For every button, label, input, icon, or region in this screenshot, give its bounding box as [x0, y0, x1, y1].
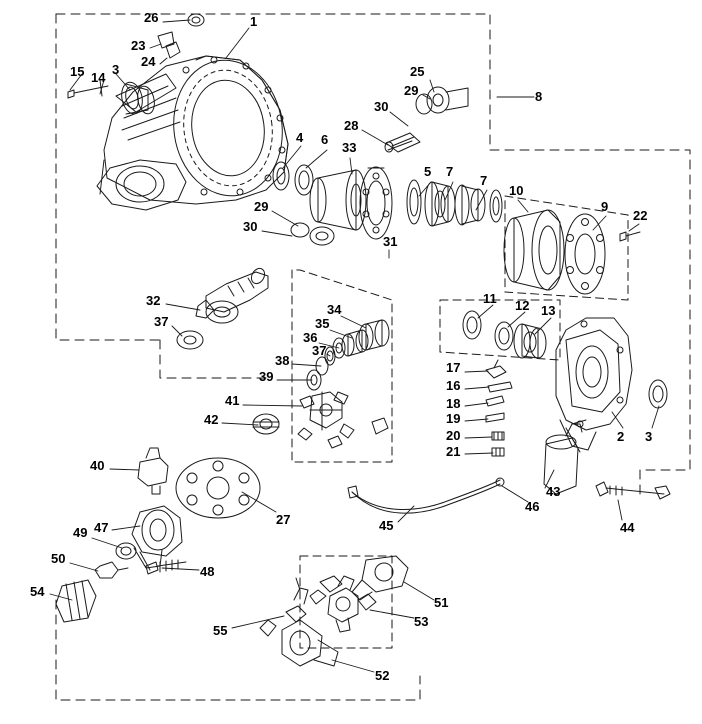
part-13-bearing	[514, 324, 546, 358]
callout-12: 12	[515, 298, 530, 313]
group-frame-lower	[56, 470, 640, 700]
callout-6: 6	[321, 132, 329, 147]
callout-14: 14	[91, 70, 106, 85]
callout-17: 17	[446, 360, 461, 375]
part-16-lever	[488, 382, 512, 392]
callout-3b: 3	[645, 429, 653, 444]
part-34-collar	[359, 320, 389, 350]
part-19-pin	[486, 413, 504, 422]
callout-29b: 29	[254, 199, 269, 214]
callout-46: 46	[525, 499, 540, 514]
callout-41: 41	[225, 393, 240, 408]
part-31-ring-gear	[360, 167, 392, 239]
callout-20: 20	[446, 428, 461, 443]
callout-22: 22	[633, 208, 648, 223]
part-9-flange	[565, 214, 605, 294]
callout-26: 26	[144, 10, 159, 25]
part-47-yoke	[132, 506, 182, 570]
callout-18: 18	[446, 396, 461, 411]
part-3b-seal	[649, 380, 667, 408]
part-27-cover-plate	[176, 458, 260, 518]
part-49-washer	[116, 543, 136, 559]
callout-40: 40	[90, 458, 105, 473]
callout-42: 42	[204, 412, 219, 427]
part-50-nut	[95, 562, 128, 578]
part-30-25-29-washers	[416, 87, 468, 114]
part-7b-bearing	[455, 185, 485, 225]
callout-28: 28	[344, 118, 359, 133]
callout-44: 44	[620, 520, 635, 535]
callout-7: 7	[446, 164, 454, 179]
part-37-washer	[177, 301, 238, 349]
callout-48: 48	[200, 564, 215, 579]
callout-16: 16	[446, 378, 461, 393]
callout-51: 51	[434, 595, 449, 610]
callout-15: 15	[70, 64, 85, 79]
group-frame-ujoint	[300, 556, 392, 648]
callout-39: 39	[259, 369, 274, 384]
group-frame-main	[56, 14, 690, 470]
callout-21: 21	[446, 444, 461, 459]
callout-32: 32	[146, 293, 161, 308]
callout-8: 8	[535, 89, 543, 104]
part-41-spider-assembly	[298, 392, 388, 448]
part-12-bearing	[495, 322, 513, 350]
part-54-boot	[56, 580, 96, 622]
callout-53: 53	[414, 614, 429, 629]
callout-45: 45	[379, 518, 394, 533]
part-18-pin	[486, 396, 504, 406]
callout-36: 36	[303, 330, 318, 345]
part-55-cross	[286, 576, 342, 622]
callout-23: 23	[131, 38, 146, 53]
callout-27: 27	[276, 512, 291, 527]
callout-5: 5	[424, 164, 432, 179]
part-11-seal	[463, 311, 481, 339]
callout-25: 25	[410, 64, 425, 79]
callout-33: 33	[342, 140, 357, 155]
callout-47: 47	[94, 520, 109, 535]
callout-37b: 37	[312, 343, 327, 358]
callout-7b: 7	[480, 173, 488, 188]
part-5-bearing	[407, 180, 421, 224]
part-22-bolt	[620, 232, 640, 241]
part-20-spring	[492, 432, 504, 440]
part-33-carrier	[310, 170, 366, 230]
part-28-shaft	[385, 133, 420, 152]
callout-24: 24	[141, 54, 156, 69]
callout-30b: 30	[243, 219, 258, 234]
callout-55: 55	[213, 623, 228, 638]
part-38-39-washers	[307, 357, 328, 390]
callout-19: 19	[446, 411, 461, 426]
part-32-pinion-shaft	[196, 266, 268, 318]
part-53-ujoint	[310, 576, 376, 632]
callout-35: 35	[315, 316, 330, 331]
callout-49: 49	[73, 525, 88, 540]
part-44-long-bolt	[596, 482, 670, 499]
callout-30: 30	[374, 99, 389, 114]
part-51-yoke	[352, 556, 408, 600]
callout-3: 3	[112, 62, 120, 77]
callout-1: 1	[250, 14, 258, 29]
callout-31: 31	[383, 234, 398, 249]
part-35-collar	[342, 330, 368, 356]
callout-38: 38	[275, 353, 290, 368]
callout-54: 54	[30, 584, 45, 599]
part-40-switch	[138, 448, 168, 494]
part-42-gear	[253, 414, 279, 434]
callout-50: 50	[51, 551, 66, 566]
callout-34: 34	[327, 302, 342, 317]
callout-11: 11	[483, 291, 497, 306]
part-10-hub	[504, 210, 564, 290]
part-45-breather-hose	[348, 478, 504, 513]
part-differential-housing	[97, 32, 291, 210]
callout-10: 10	[509, 183, 524, 198]
callout-29: 29	[404, 83, 419, 98]
callout-9: 9	[601, 199, 609, 214]
part-21-bolt	[492, 448, 504, 456]
part-29b-30b-washer	[291, 223, 334, 245]
part-4-washer	[273, 162, 289, 190]
callout-13: 13	[541, 303, 556, 318]
callout-43: 43	[546, 484, 561, 499]
part-10-washer	[490, 190, 502, 222]
part-52-shaft	[260, 620, 338, 666]
callout-2: 2	[617, 429, 625, 444]
part-17-fork	[486, 360, 506, 378]
callout-4: 4	[296, 130, 304, 145]
callout-37: 37	[154, 314, 169, 329]
callout-52: 52	[375, 668, 390, 683]
